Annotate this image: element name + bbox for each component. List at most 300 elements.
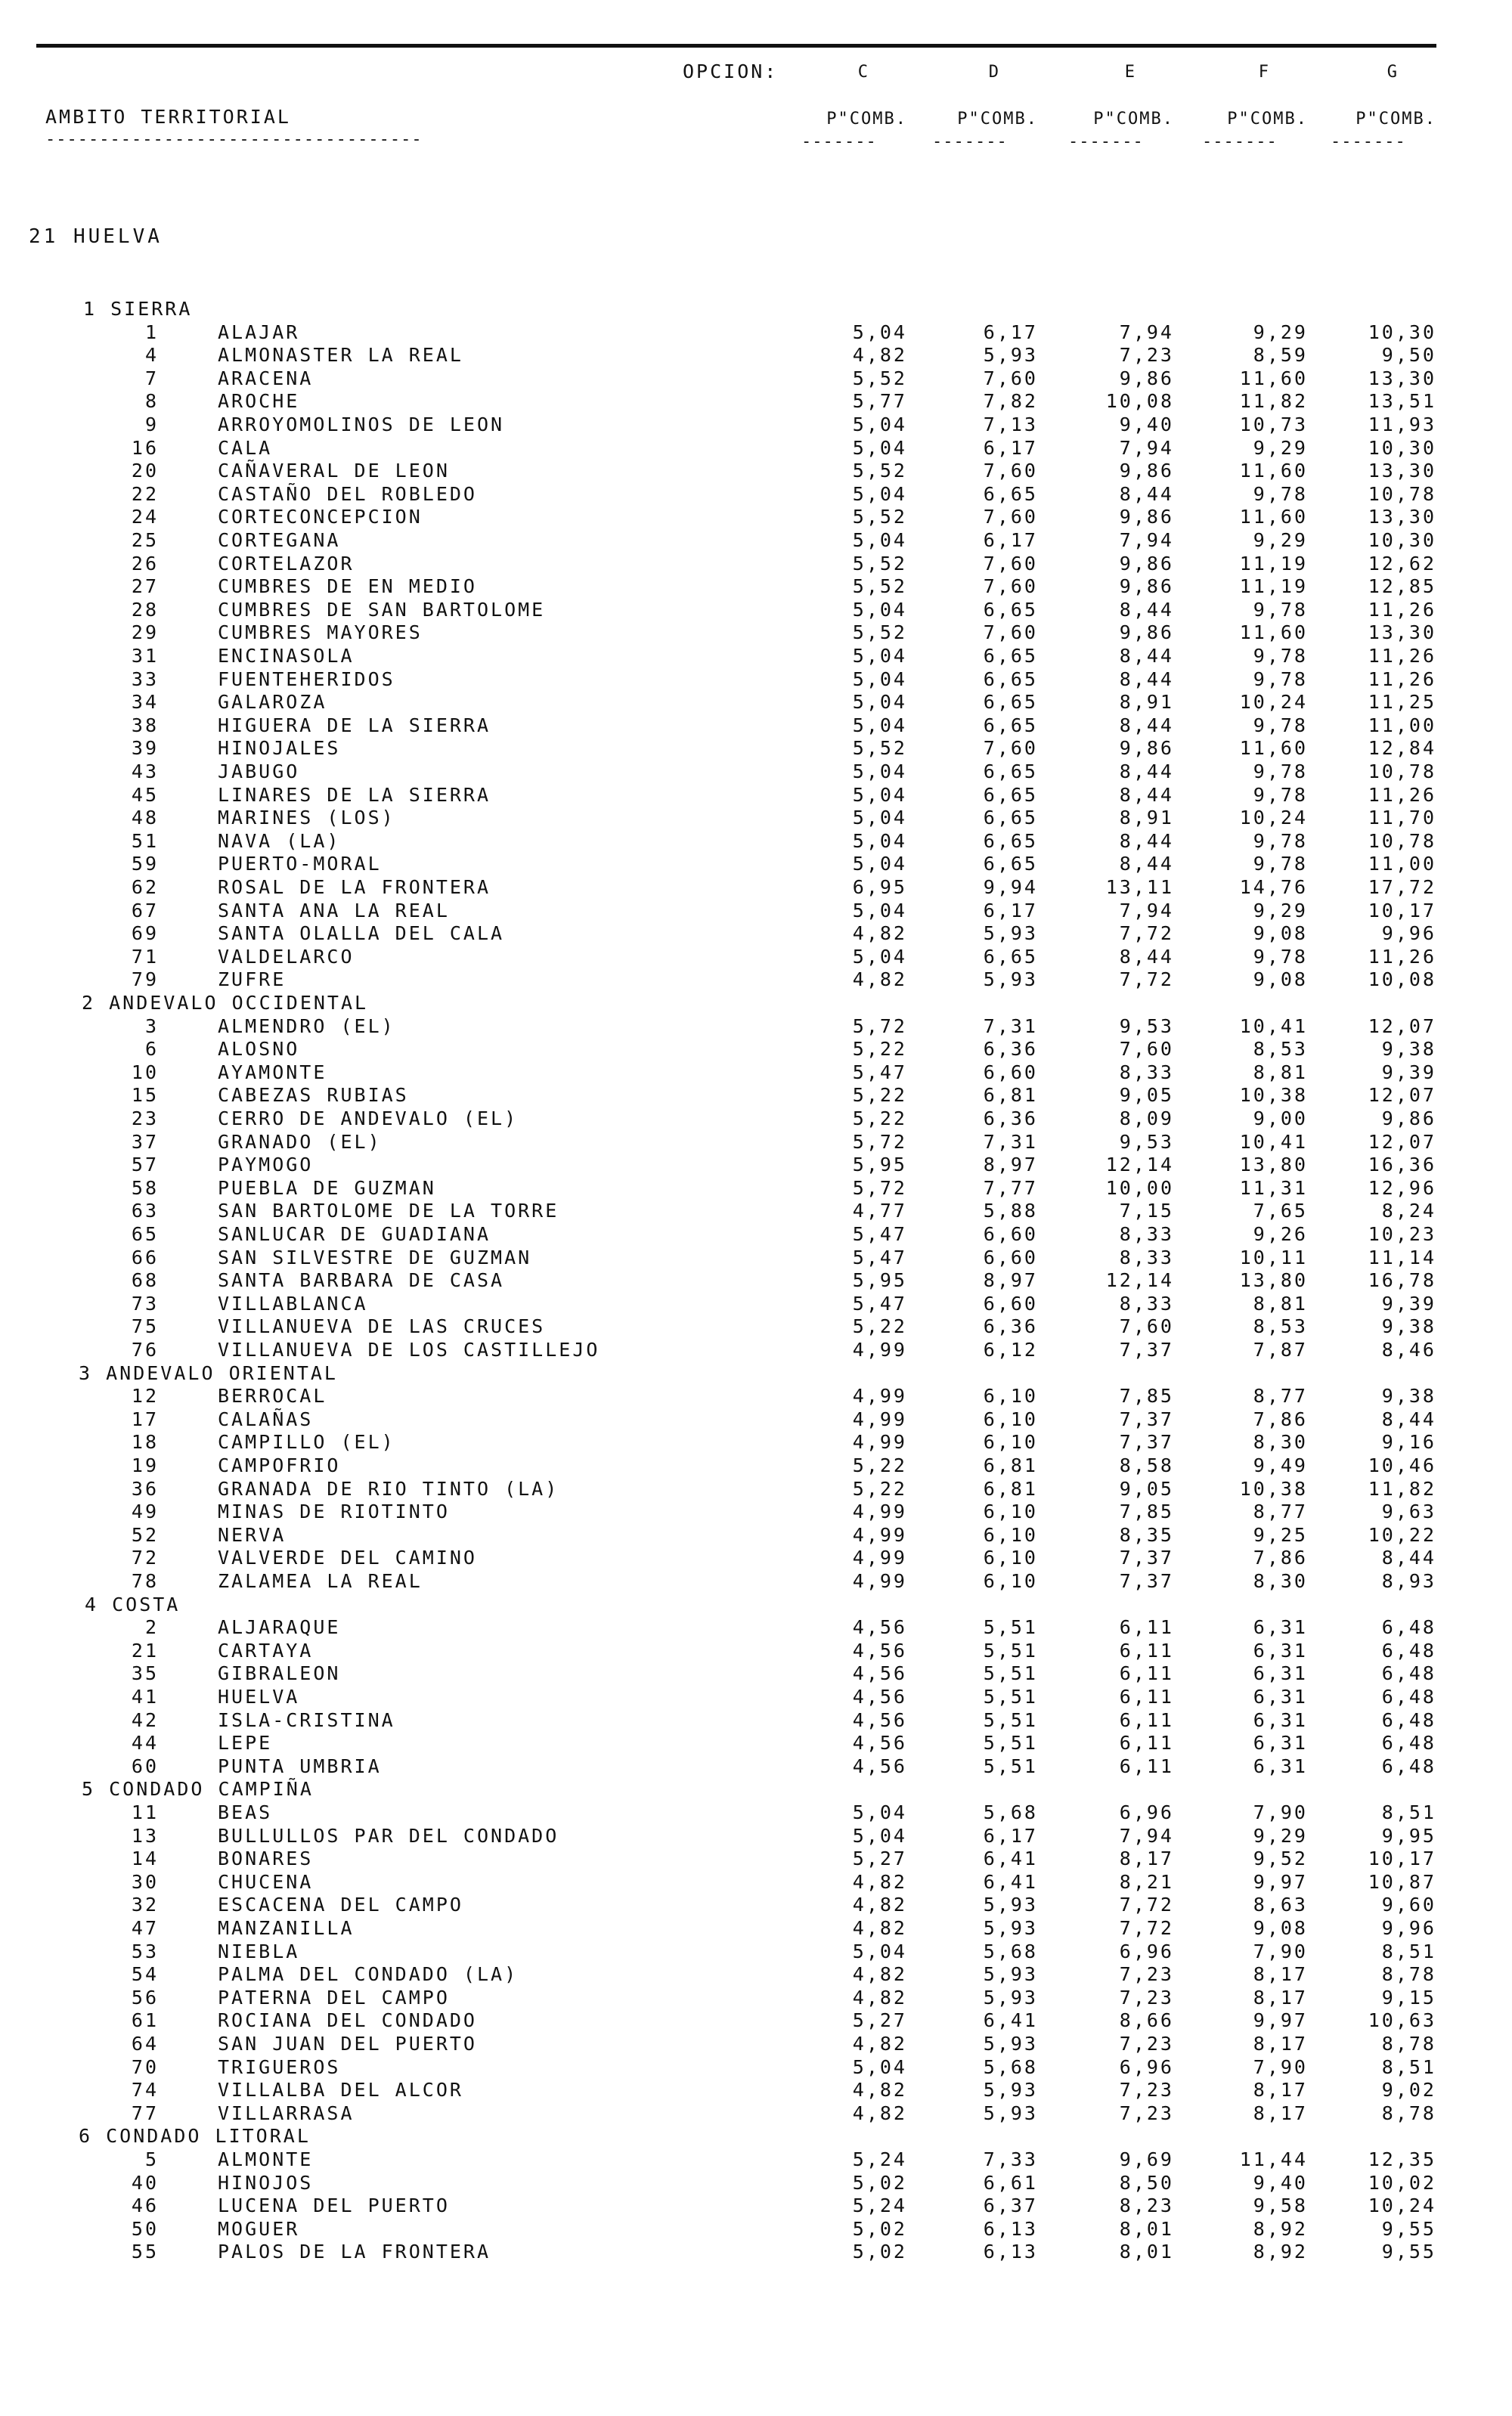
municipality-code: 58	[131, 1177, 159, 1199]
value-cell: 10,11	[1239, 1247, 1308, 1268]
value-cell: 5,22	[852, 1454, 907, 1476]
municipality-name: NIEBLA	[218, 1941, 300, 1962]
value-cell: 11,60	[1239, 506, 1308, 528]
value-cell: 6,17	[983, 900, 1038, 921]
value-cell: 8,44	[1119, 853, 1174, 875]
table-row	[0, 1454, 1512, 1478]
table-row	[0, 2079, 1512, 2102]
municipality-name: SANTA OLALLA DEL CALA	[218, 922, 505, 944]
value-cell: 8,91	[1119, 691, 1174, 713]
value-cell: 5,93	[983, 2102, 1038, 2124]
value-cell: 7,33	[983, 2148, 1038, 2170]
value-cell: 10,22	[1368, 1524, 1436, 1546]
municipality-name: ALOSNO	[218, 1038, 300, 1060]
value-cell: 6,10	[983, 1431, 1038, 1453]
table-row	[0, 1247, 1512, 1270]
municipality-code: 78	[131, 1570, 159, 1592]
value-cell: 9,25	[1253, 1524, 1308, 1546]
value-cell: 10,38	[1239, 1084, 1308, 1106]
value-cell: 5,68	[983, 1801, 1038, 1823]
value-cell: 9,55	[1381, 2241, 1436, 2263]
municipality-name: PAYMOGO	[218, 1154, 314, 1175]
value-cell: 4,56	[852, 1662, 907, 1684]
municipality-code: 36	[131, 1478, 159, 1500]
value-cell: 7,60	[983, 553, 1038, 575]
table-row	[0, 1616, 1512, 1640]
table-row	[0, 344, 1512, 367]
value-cell: 9,78	[1253, 645, 1308, 667]
value-cell: 9,86	[1119, 506, 1174, 528]
value-cell: 4,56	[852, 1755, 907, 1777]
table-row	[0, 645, 1512, 668]
municipality-code: 17	[131, 1408, 159, 1430]
value-cell: 4,99	[852, 1570, 907, 1592]
municipality-code: 42	[131, 1709, 159, 1731]
value-cell: 6,36	[983, 1315, 1038, 1337]
value-cell: 5,68	[983, 1941, 1038, 1962]
municipality-code: 53	[131, 1941, 159, 1962]
municipality-code: 1	[144, 321, 159, 343]
value-cell: 6,48	[1381, 1662, 1436, 1684]
municipality-code: 68	[131, 1269, 159, 1291]
table-row	[0, 1732, 1512, 1755]
municipality-code: 43	[131, 760, 159, 782]
value-cell: 6,96	[1119, 2056, 1174, 2078]
table-row	[0, 900, 1512, 923]
value-cell: 6,11	[1119, 1662, 1174, 1684]
value-cell: 6,65	[983, 599, 1038, 621]
value-cell: 9,78	[1253, 760, 1308, 782]
col-underline-c: -------	[801, 132, 877, 151]
table-row	[0, 1200, 1512, 1223]
value-cell: 4,99	[852, 1547, 907, 1569]
municipality-name: ARACENA	[218, 367, 314, 389]
value-cell: 11,60	[1239, 367, 1308, 389]
value-cell: 6,65	[983, 830, 1038, 852]
value-cell: 5,24	[852, 2195, 907, 2216]
value-cell: 8,50	[1119, 2172, 1174, 2194]
value-cell: 5,47	[852, 1061, 907, 1083]
value-cell: 12,84	[1368, 737, 1436, 759]
value-cell: 6,65	[983, 691, 1038, 713]
table-row	[0, 1917, 1512, 1941]
value-cell: 6,11	[1119, 1732, 1174, 1754]
municipality-code: 66	[131, 1247, 159, 1268]
value-cell: 8,44	[1119, 830, 1174, 852]
value-cell: 9,94	[983, 876, 1038, 898]
value-cell: 8,44	[1119, 483, 1174, 505]
value-cell: 4,99	[852, 1385, 907, 1407]
value-cell: 5,04	[852, 714, 907, 736]
municipality-code: 56	[131, 1987, 159, 2009]
value-cell: 5,51	[983, 1616, 1038, 1638]
municipality-code: 19	[131, 1454, 159, 1476]
municipality-name: GIBRALEON	[218, 1662, 341, 1684]
value-cell: 8,17	[1253, 1963, 1308, 1985]
municipality-name: BULLULLOS PAR DEL CONDADO	[218, 1825, 559, 1847]
value-cell: 6,10	[983, 1524, 1038, 1546]
municipality-name: CORTELAZOR	[218, 553, 355, 575]
value-cell: 11,60	[1239, 737, 1308, 759]
value-cell: 9,86	[1119, 367, 1174, 389]
value-cell: 9,78	[1253, 853, 1308, 875]
municipality-code: 51	[131, 830, 159, 852]
table-row	[0, 2102, 1512, 2126]
value-cell: 6,11	[1119, 1709, 1174, 1731]
table-row	[0, 575, 1512, 599]
value-cell: 8,33	[1119, 1247, 1174, 1268]
value-cell: 5,04	[852, 437, 907, 459]
section-title: 2 ANDEVALO OCCIDENTAL	[82, 992, 369, 1014]
value-cell: 14,76	[1239, 876, 1308, 898]
municipality-code: 39	[131, 737, 159, 759]
value-cell: 8,53	[1253, 1038, 1308, 1060]
municipality-name: PUERTO-MORAL	[218, 853, 382, 875]
value-cell: 6,96	[1119, 1941, 1174, 1962]
opcion-g: G	[1387, 63, 1399, 82]
value-cell: 7,37	[1119, 1431, 1174, 1453]
value-cell: 7,90	[1253, 2056, 1308, 2078]
municipality-name: BERROCAL	[218, 1385, 327, 1407]
value-cell: 8,78	[1381, 2102, 1436, 2124]
municipality-name: ISLA-CRISTINA	[218, 1709, 395, 1731]
value-cell: 6,17	[983, 321, 1038, 343]
value-cell: 4,56	[852, 1686, 907, 1708]
value-cell: 7,65	[1253, 1200, 1308, 1222]
value-cell: 6,13	[983, 2218, 1038, 2240]
value-cell: 8,77	[1253, 1385, 1308, 1407]
municipality-name: NAVA (LA)	[218, 830, 341, 852]
value-cell: 16,78	[1368, 1269, 1436, 1291]
municipality-name: MOGUER	[218, 2218, 300, 2240]
municipality-code: 46	[131, 2195, 159, 2216]
value-cell: 8,17	[1253, 2079, 1308, 2101]
value-cell: 9,78	[1253, 668, 1308, 690]
value-cell: 5,04	[852, 1941, 907, 1962]
value-cell: 6,10	[983, 1385, 1038, 1407]
section-title: 1 SIERRA	[83, 298, 193, 320]
municipality-name: PUNTA UMBRIA	[218, 1755, 382, 1777]
municipality-name: ALJARAQUE	[218, 1616, 341, 1638]
municipality-code: 32	[131, 1894, 159, 1916]
table-row	[0, 621, 1512, 645]
value-cell: 5,47	[852, 1293, 907, 1315]
municipality-code: 38	[131, 714, 159, 736]
municipality-name: VILLANUEVA DE LOS CASTILLEJO	[218, 1339, 600, 1361]
value-cell: 13,30	[1368, 506, 1436, 528]
value-cell: 9,50	[1381, 344, 1436, 366]
value-cell: 6,48	[1381, 1616, 1436, 1638]
value-cell: 4,56	[852, 1709, 907, 1731]
municipality-code: 59	[131, 853, 159, 875]
table-row	[0, 876, 1512, 900]
municipality-name: CABEZAS RUBIAS	[218, 1084, 409, 1106]
municipality-code: 26	[131, 553, 159, 575]
value-cell: 9,26	[1253, 1223, 1308, 1245]
value-cell: 8,51	[1381, 2056, 1436, 2078]
value-cell: 6,48	[1381, 1755, 1436, 1777]
value-cell: 5,93	[983, 1917, 1038, 1939]
table-row	[0, 1662, 1512, 1686]
municipality-name: GRANADO (EL)	[218, 1131, 382, 1153]
value-cell: 10,87	[1368, 1871, 1436, 1893]
municipality-name: ALMONASTER LA REAL	[218, 344, 463, 366]
value-cell: 5,04	[852, 853, 907, 875]
municipality-name: LINARES DE LA SIERRA	[218, 784, 491, 806]
value-cell: 8,17	[1253, 2033, 1308, 2055]
value-cell: 5,72	[852, 1131, 907, 1153]
value-cell: 5,04	[852, 483, 907, 505]
value-cell: 9,60	[1381, 1894, 1436, 1916]
municipality-name: VILLARRASA	[218, 2102, 355, 2124]
value-cell: 4,56	[852, 1732, 907, 1754]
value-cell: 8,53	[1253, 1315, 1308, 1337]
value-cell: 9,86	[1381, 1107, 1436, 1129]
value-cell: 7,60	[983, 460, 1038, 482]
value-cell: 7,37	[1119, 1408, 1174, 1430]
municipality-name: CHUCENA	[218, 1871, 314, 1893]
table-row	[0, 460, 1512, 483]
municipality-name: CALAÑAS	[218, 1408, 314, 1430]
value-cell: 4,82	[852, 1963, 907, 1985]
col-label-d: P"COMB.	[957, 110, 1038, 129]
table-row	[0, 968, 1512, 992]
value-cell: 6,17	[983, 1825, 1038, 1847]
municipality-name: SANLUCAR DE GUADIANA	[218, 1223, 491, 1245]
value-cell: 10,08	[1368, 968, 1436, 990]
table-row	[0, 2009, 1512, 2033]
value-cell: 10,02	[1368, 2172, 1436, 2194]
value-cell: 8,51	[1381, 1941, 1436, 1962]
municipality-code: 25	[131, 529, 159, 551]
value-cell: 8,97	[983, 1154, 1038, 1175]
municipality-name: SAN BARTOLOME DE LA TORRE	[218, 1200, 559, 1222]
value-cell: 6,60	[983, 1223, 1038, 1245]
municipality-code: 27	[131, 575, 159, 597]
value-cell: 6,11	[1119, 1686, 1174, 1708]
value-cell: 9,08	[1253, 968, 1308, 990]
municipality-code: 33	[131, 668, 159, 690]
value-cell: 9,49	[1253, 1454, 1308, 1476]
table-row	[0, 1987, 1512, 2010]
municipality-code: 48	[131, 807, 159, 829]
value-cell: 7,72	[1119, 968, 1174, 990]
value-cell: 11,93	[1368, 414, 1436, 435]
value-cell: 9,86	[1119, 553, 1174, 575]
table-row	[0, 414, 1512, 437]
value-cell: 6,41	[983, 1848, 1038, 1869]
municipality-code: 75	[131, 1315, 159, 1337]
ambito-underline: -----------------------------------	[45, 130, 423, 149]
value-cell: 6,48	[1381, 1640, 1436, 1662]
municipality-code: 11	[131, 1801, 159, 1823]
table-row	[0, 807, 1512, 830]
value-cell: 8,92	[1253, 2241, 1308, 2263]
municipality-code: 52	[131, 1524, 159, 1546]
table-row	[0, 1848, 1512, 1871]
table-row	[0, 1686, 1512, 1709]
value-cell: 4,99	[852, 1408, 907, 1430]
value-cell: 9,53	[1119, 1015, 1174, 1037]
municipality-code: 29	[131, 621, 159, 643]
table-row	[0, 1315, 1512, 1339]
col-underline-g: -------	[1331, 132, 1406, 151]
value-cell: 6,41	[983, 2009, 1038, 2031]
table-row	[0, 1385, 1512, 1408]
municipality-name: ZALAMEA LA REAL	[218, 1570, 423, 1592]
table-row	[0, 390, 1512, 414]
table-row	[0, 1547, 1512, 1570]
table-row	[0, 1154, 1512, 1177]
table-row	[0, 668, 1512, 692]
value-cell: 7,72	[1119, 1894, 1174, 1916]
table-row	[0, 553, 1512, 576]
value-cell: 5,47	[852, 1247, 907, 1268]
value-cell: 4,56	[852, 1640, 907, 1662]
opcion-c: C	[857, 63, 869, 82]
municipality-code: 12	[131, 1385, 159, 1407]
table-row	[0, 2218, 1512, 2241]
value-cell: 5,72	[852, 1015, 907, 1037]
municipality-code: 35	[131, 1662, 159, 1684]
table-row	[0, 1015, 1512, 1039]
municipality-code: 71	[131, 946, 159, 968]
value-cell: 7,86	[1253, 1547, 1308, 1569]
value-cell: 6,65	[983, 645, 1038, 667]
municipality-name: ESCACENA DEL CAMPO	[218, 1894, 463, 1916]
value-cell: 10,17	[1368, 900, 1436, 921]
value-cell: 5,04	[852, 599, 907, 621]
value-cell: 5,51	[983, 1732, 1038, 1754]
value-cell: 12,96	[1368, 1177, 1436, 1199]
value-cell: 6,81	[983, 1454, 1038, 1476]
value-cell: 12,14	[1105, 1154, 1174, 1175]
value-cell: 9,55	[1381, 2218, 1436, 2240]
value-cell: 8,35	[1119, 1524, 1174, 1546]
value-cell: 5,93	[983, 2033, 1038, 2055]
value-cell: 5,04	[852, 2056, 907, 2078]
value-cell: 6,17	[983, 529, 1038, 551]
value-cell: 8,91	[1119, 807, 1174, 829]
value-cell: 5,04	[852, 946, 907, 968]
value-cell: 8,44	[1381, 1547, 1436, 1569]
municipality-name: HIGUERA DE LA SIERRA	[218, 714, 491, 736]
municipality-code: 64	[131, 2033, 159, 2055]
municipality-name: CASTAÑO DEL ROBLEDO	[218, 483, 477, 505]
value-cell: 9,02	[1381, 2079, 1436, 2101]
table-row	[0, 853, 1512, 876]
value-cell: 8,44	[1119, 784, 1174, 806]
municipality-code: 20	[131, 460, 159, 482]
municipality-name: LUCENA DEL PUERTO	[218, 2195, 450, 2216]
value-cell: 9,78	[1253, 830, 1308, 852]
table-row	[0, 2056, 1512, 2080]
value-cell: 6,31	[1253, 1616, 1308, 1638]
table-row	[0, 1894, 1512, 1917]
value-cell: 10,23	[1368, 1223, 1436, 1245]
value-cell: 9,78	[1253, 784, 1308, 806]
value-cell: 5,52	[852, 367, 907, 389]
value-cell: 5,93	[983, 968, 1038, 990]
value-cell: 5,04	[852, 645, 907, 667]
value-cell: 10,78	[1368, 830, 1436, 852]
value-cell: 13,80	[1239, 1154, 1308, 1175]
value-cell: 9,40	[1253, 2172, 1308, 2194]
value-cell: 7,72	[1119, 1917, 1174, 1939]
municipality-name: SAN SILVESTRE DE GUZMAN	[218, 1247, 532, 1268]
municipality-code: 13	[131, 1825, 159, 1847]
value-cell: 13,30	[1368, 367, 1436, 389]
value-cell: 6,11	[1119, 1616, 1174, 1638]
value-cell: 8,44	[1119, 599, 1174, 621]
table-row	[0, 1524, 1512, 1547]
value-cell: 5,51	[983, 1709, 1038, 1731]
municipality-name: HINOJALES	[218, 737, 341, 759]
municipality-code: 30	[131, 1871, 159, 1893]
table-row	[0, 1871, 1512, 1894]
section-title: 6 CONDADO LITORAL	[79, 2125, 311, 2147]
value-cell: 6,48	[1381, 1686, 1436, 1708]
value-cell: 4,82	[852, 344, 907, 366]
table-row	[0, 1640, 1512, 1663]
value-cell: 12,07	[1368, 1015, 1436, 1037]
value-cell: 5,04	[852, 1801, 907, 1823]
value-cell: 7,90	[1253, 1801, 1308, 1823]
table-row	[0, 1339, 1512, 1362]
value-cell: 11,00	[1368, 714, 1436, 736]
municipality-name: HUELVA	[218, 1686, 300, 1708]
value-cell: 6,65	[983, 714, 1038, 736]
opcion-label: OPCION:	[683, 60, 779, 82]
value-cell: 5,51	[983, 1755, 1038, 1777]
value-cell: 5,88	[983, 1200, 1038, 1222]
col-label-c: P"COMB.	[826, 110, 907, 129]
table-row	[0, 1293, 1512, 1316]
value-cell: 9,29	[1253, 529, 1308, 551]
table-row	[0, 2033, 1512, 2056]
value-cell: 9,00	[1253, 1107, 1308, 1129]
value-cell: 11,82	[1239, 390, 1308, 412]
table-row	[0, 599, 1512, 622]
table-row	[0, 1501, 1512, 1524]
municipality-name: LEPE	[218, 1732, 273, 1754]
table-row	[0, 367, 1512, 391]
col-underline-e: -------	[1068, 132, 1144, 151]
value-cell: 4,82	[852, 1871, 907, 1893]
value-cell: 9,97	[1253, 2009, 1308, 2031]
value-cell: 5,52	[852, 506, 907, 528]
value-cell: 8,30	[1253, 1570, 1308, 1592]
top-rule	[36, 44, 1436, 48]
municipality-name: ROSAL DE LA FRONTERA	[218, 876, 491, 898]
value-cell: 7,94	[1119, 437, 1174, 459]
value-cell: 5,93	[983, 922, 1038, 944]
municipality-code: 73	[131, 1293, 159, 1315]
value-cell: 4,77	[852, 1200, 907, 1222]
value-cell: 5,04	[852, 691, 907, 713]
table-row	[0, 2241, 1512, 2264]
value-cell: 5,02	[852, 2218, 907, 2240]
municipality-code: 45	[131, 784, 159, 806]
municipality-name: SANTA ANA LA REAL	[218, 900, 450, 921]
municipality-code: 60	[131, 1755, 159, 1777]
value-cell: 7,15	[1119, 1200, 1174, 1222]
value-cell: 9,38	[1381, 1315, 1436, 1337]
value-cell: 11,19	[1239, 553, 1308, 575]
municipality-name: MARINES (LOS)	[218, 807, 395, 829]
value-cell: 6,65	[983, 946, 1038, 968]
value-cell: 6,10	[983, 1501, 1038, 1522]
